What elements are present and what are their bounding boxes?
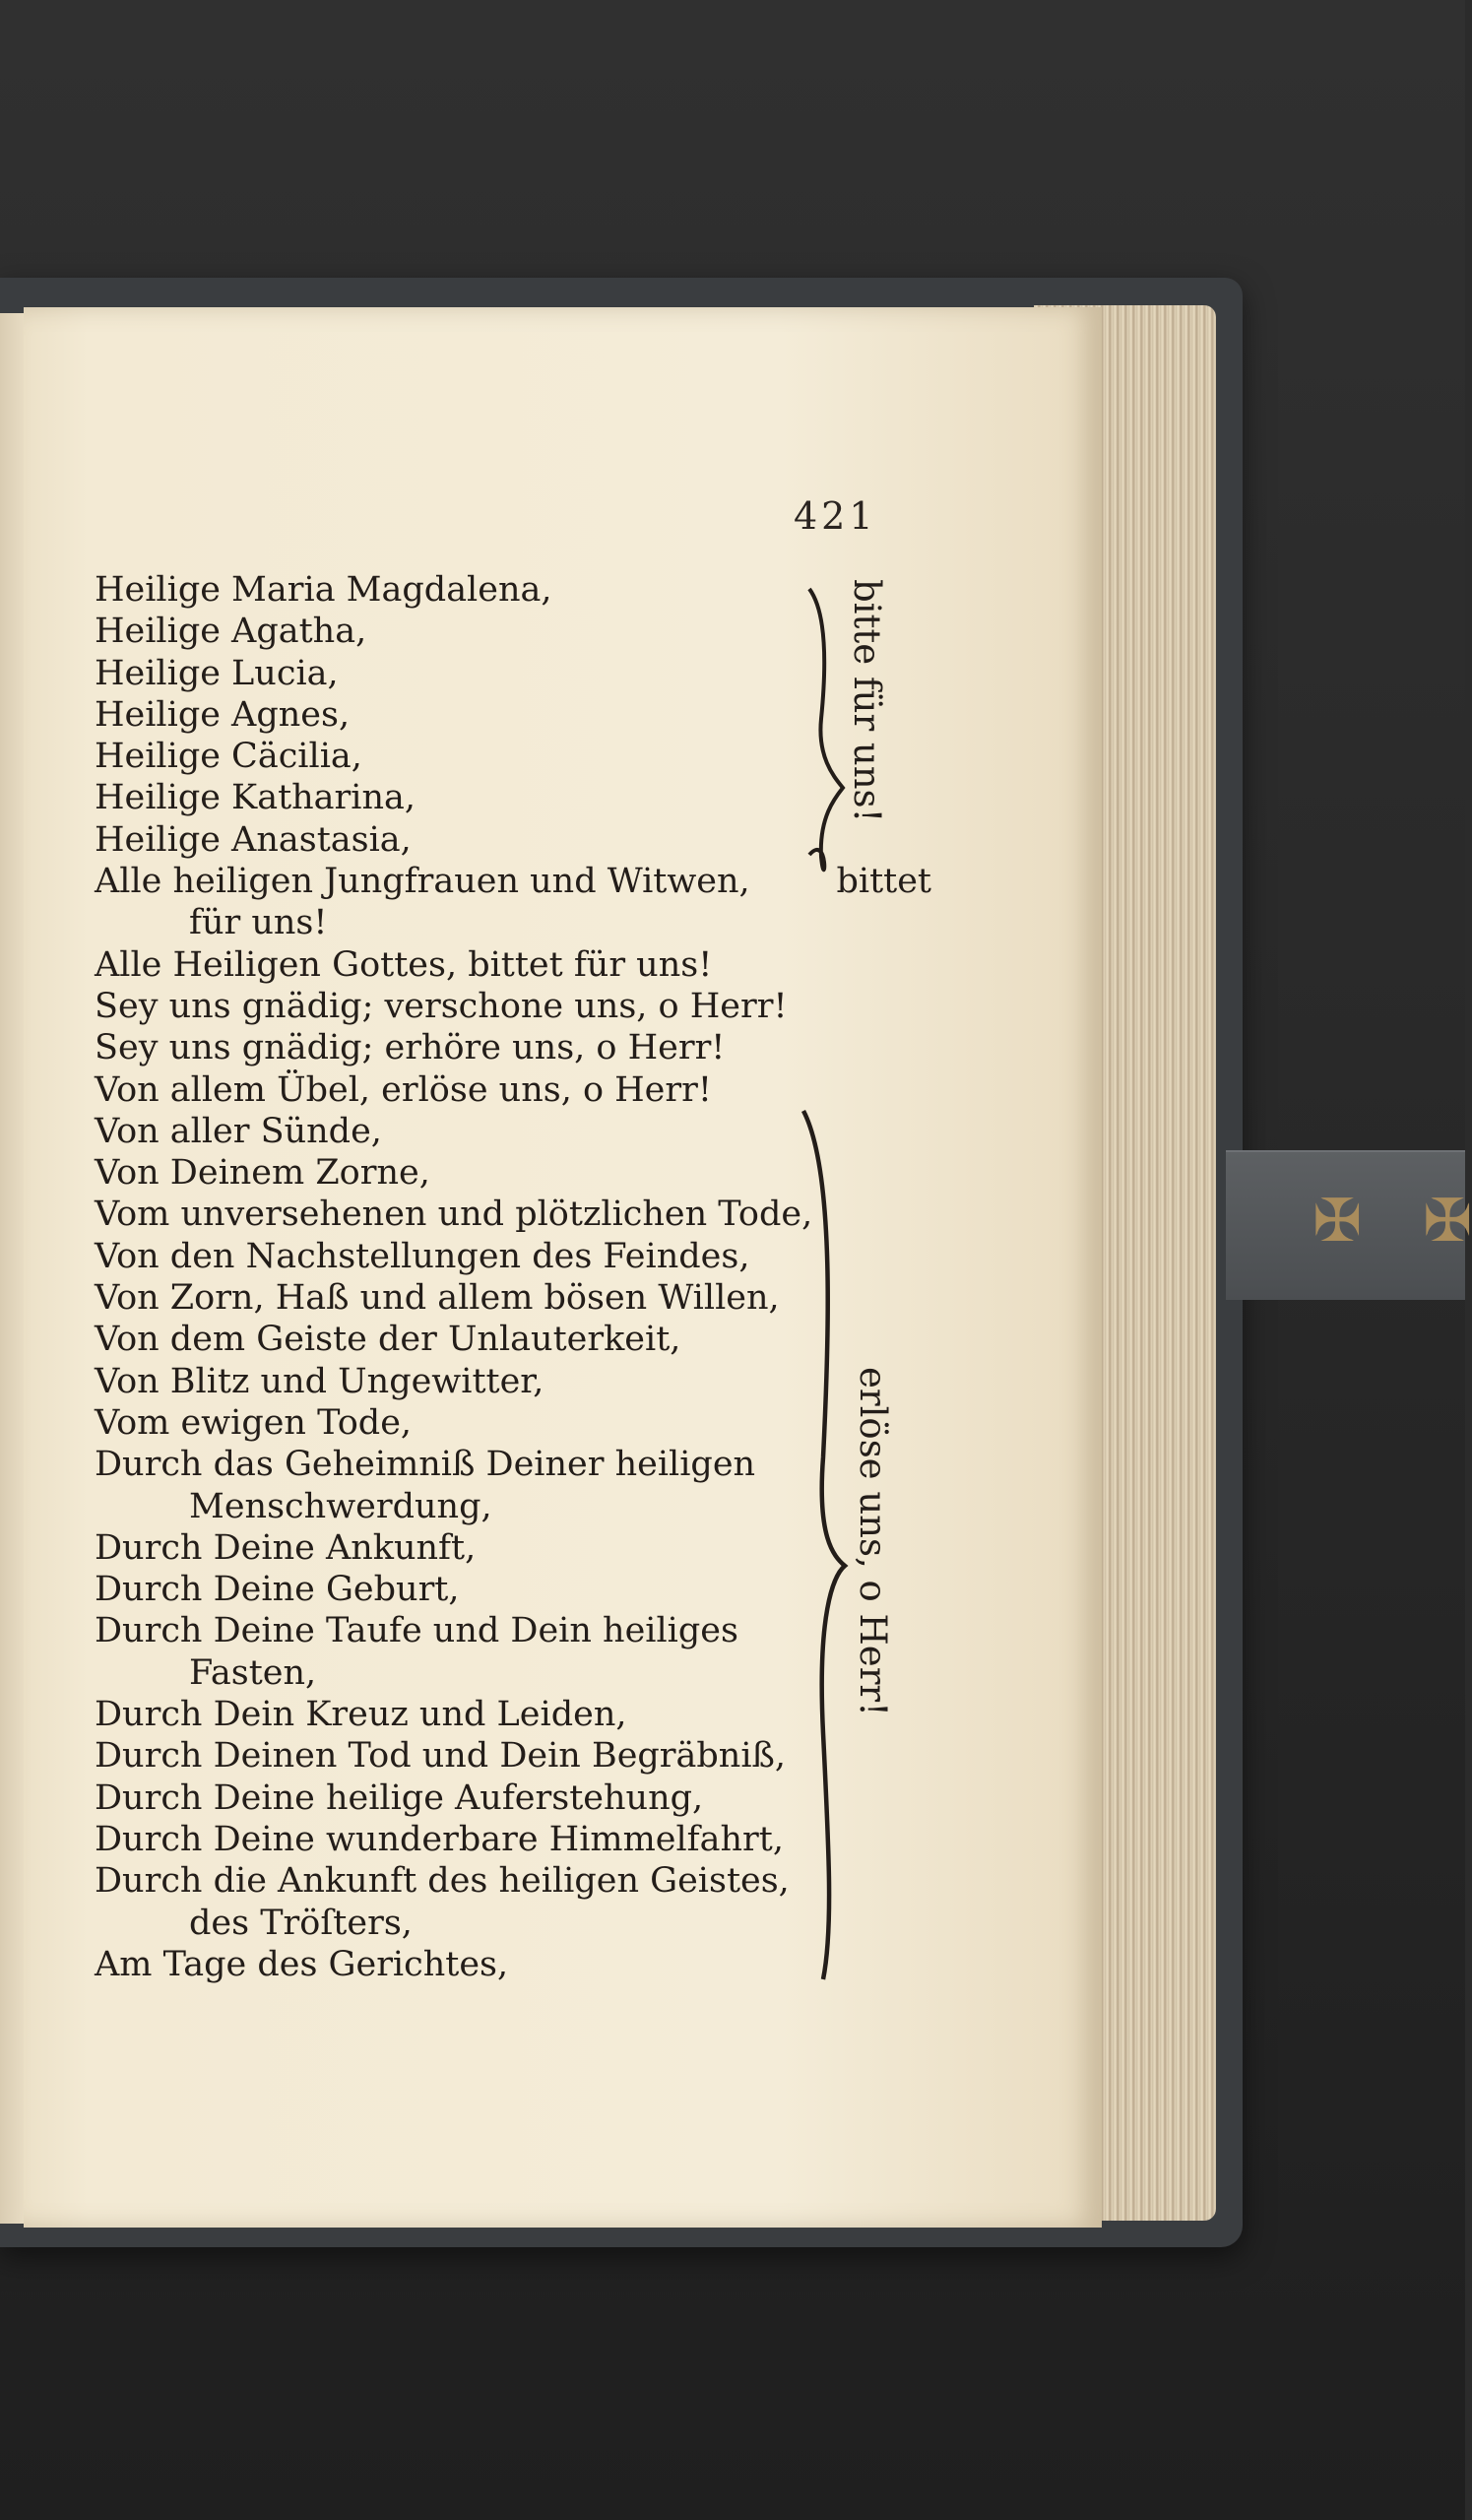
line-text: Sey uns gnädig; verschone uns, o Herr!: [95, 986, 788, 1026]
cross-ornament-icon: ✠: [1312, 1187, 1363, 1256]
line-text: Durch Deine Geburt,: [95, 1570, 460, 1610]
line-text: Heilige Agnes,: [95, 694, 351, 735]
cross-ornament-icon: ✠: [1423, 1187, 1472, 1256]
line-text: Durch Deine Taufe und Dein heiliges: [95, 1611, 738, 1651]
line-text: Am Tage des Gerichtes,: [95, 1944, 509, 1984]
line-text: Vom ewigen Tode,: [95, 1402, 413, 1443]
response-bitte: bitte für uns!: [846, 579, 888, 823]
line-text: Heilige Katharina,: [95, 778, 416, 818]
line-text: Heilige Agatha,: [95, 612, 367, 652]
line-text: Durch das Geheimniß Deiner heiligen: [95, 1445, 756, 1485]
line-text: Durch Deine Ankunft,: [95, 1527, 477, 1568]
line-text: Heilige Lucia,: [95, 653, 339, 693]
brace-second: [803, 1111, 845, 1979]
line-text: Vom unversehenen und plötzlichen Tode,: [95, 1195, 813, 1235]
line-text: Durch die Ankunft des heiligen Geistes,: [95, 1861, 790, 1902]
line-text: für uns!: [189, 903, 328, 943]
page-number: 421: [794, 494, 877, 538]
line-tail: bittet: [836, 862, 931, 902]
line-text: Von Deinem Zorne,: [95, 1153, 430, 1194]
line-text: Durch Deinen Tod und Dein Begräbniß,: [95, 1736, 787, 1777]
line-text: Von dem Geiste der Unlauterkeit,: [95, 1320, 681, 1360]
line-text: Fasten,: [189, 1652, 317, 1693]
line-text: Sey uns gnädig; erhöre uns, o Herr!: [95, 1028, 726, 1068]
line-text: Heilige Cäcilia,: [95, 737, 362, 777]
line-text: Von den Nachstellungen des Feindes,: [95, 1236, 750, 1276]
line-text: Heilige Maria Magdalena,: [95, 570, 552, 610]
line-text: Durch Deine wunderbare Himmelfahrt,: [95, 1819, 784, 1859]
line-text: Durch Deine heilige Auferstehung,: [95, 1777, 704, 1818]
line-text: Menschwerdung,: [189, 1486, 492, 1526]
line-text: Von allem Übel, erlöse uns, o Herr!: [95, 1069, 712, 1110]
line-text: Von Blitz und Ungewitter,: [95, 1361, 544, 1401]
response-erloese: erlöse uns, o Herr!: [852, 1367, 894, 1716]
line-text: Von aller Sünde,: [95, 1111, 382, 1151]
line-text: des Tröſters,: [189, 1903, 413, 1943]
line-text: Alle Heiligen Gottes, bittet für uns!: [95, 944, 713, 985]
line-text: Durch Dein Kreuz und Leiden,: [95, 1695, 627, 1735]
line-text: Heilige Anastasia,: [95, 819, 412, 860]
line-text: Alle heiligen Jungfrauen und Witwen,: [95, 862, 750, 902]
line-text: Von Zorn, Haß und allem bösen Willen,: [95, 1278, 780, 1319]
brace-first: [809, 589, 843, 870]
